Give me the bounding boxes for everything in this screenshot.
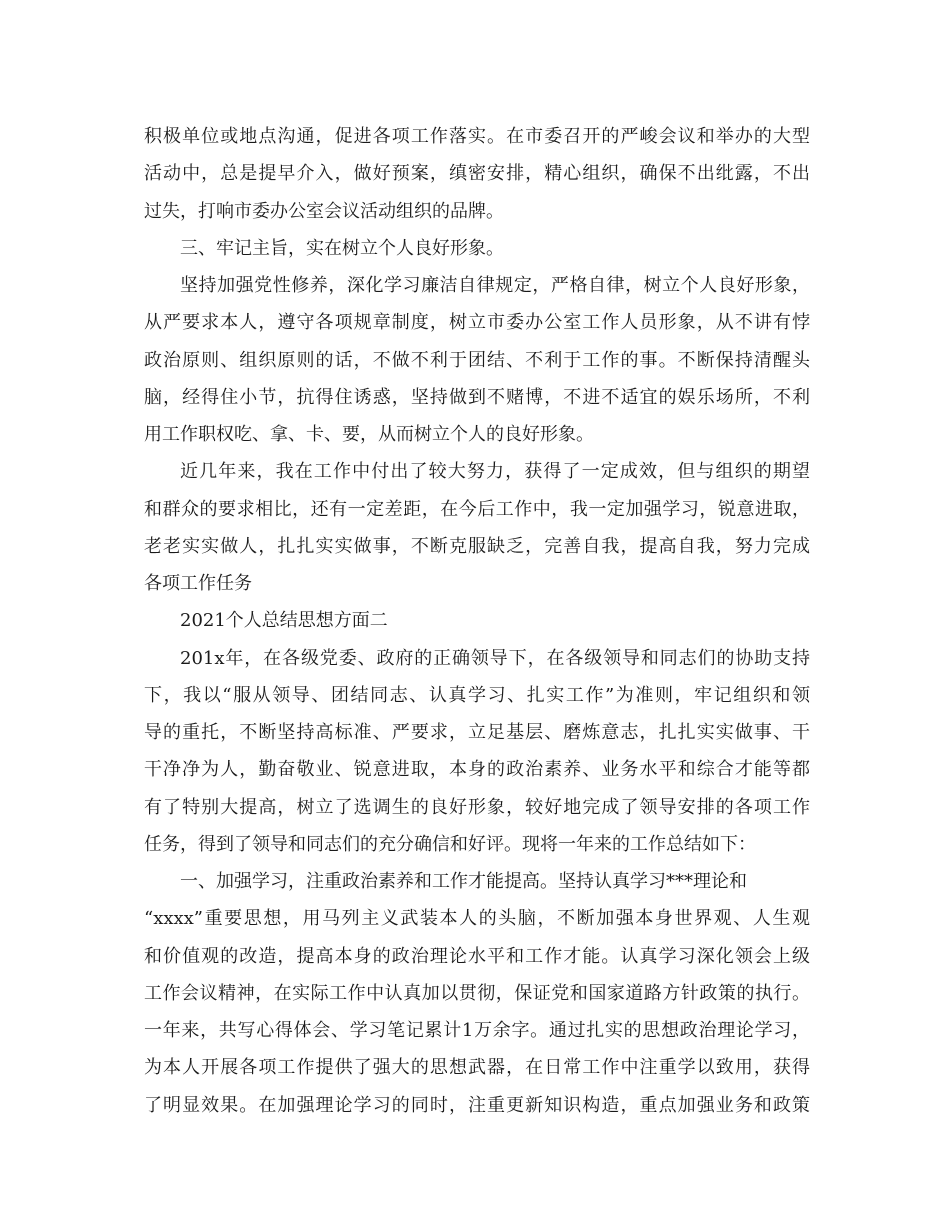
text-line: 为本人开展各项工作提供了强大的思想武器，在日常工作中注重学以致用，获得 [144,1057,810,1079]
text-line: “xxxx”重要思想，用马列主义武装本人的头脑，不断加强本身世界观、人生观 [144,908,810,930]
text-line: 和价值观的改造，提高本身的政治理论水平和工作才能。认真学习深化领会上级 [144,945,810,967]
text-line: 三、牢记主旨，实在树立个人良好形象。 [180,237,504,259]
text-line: 干净净为人，勤奋敬业、锐意进取，本身的政治素养、业务水平和综合才能等都 [144,759,810,781]
text-line: 201x年，在各级党委、政府的正确领导下，在各级领导和同志们的协助支持 [180,647,810,669]
text-line: 老老实实做人，扎扎实实做事，不断克服缺乏，完善自我，提高自我，努力完成 [144,535,810,557]
text-line: 用工作职权吃、拿、卡、要，从而树立个人的良好形象。 [144,424,594,445]
text-line: 脑，经得住小节，抗得住诱惑，坚持做到不赌博，不进不适宜的娱乐场所，不利 [144,386,810,408]
text-line: 一、加强学习，注重政治素养和工作才能提高。坚持认真学习***理论和 [180,871,747,892]
text-line: 坚持加强党性修养，深化学习廉洁自律规定，严格自律，树立个人良好形象， [180,275,810,296]
text-line: 有了特别大提高，树立了选调生的良好形象，较好地完成了领导安排的各项工作 [144,796,810,818]
text-line: 了明显效果。在加强理论学习的同时，注重更新知识构造，重点加强业务和政策 [144,1094,810,1116]
text-line: 积极单位或地点沟通，促进各项工作落实。在市委召开的严峻会议和举办的大型 [144,126,810,147]
text-line: 导的重托，不断坚持高标准、严要求，立足基层、磨炼意志，扎扎实实做事、干 [144,722,810,743]
text-line: 近几年来，我在工作中付出了较大努力，获得了一定成效，但与组织的期望 [180,461,810,483]
text-line: 政治原则、组织原则的话，不做不利于团结、不利于工作的事。不断保持清醒头 [144,349,810,371]
text-line: 任务，得到了领导和同志们的充分确信和好评。现将一年来的工作总结如下： [144,833,756,855]
text-line: 过失，打响市委办公室会议活动组织的品牌。 [144,200,504,222]
text-line: 活动中，总是提早介入，做好预案，缜密安排，精心组织，确保不出纰露，不出 [144,163,810,185]
text-line: 2021个人总结思想方面二 [180,610,388,632]
text-line: 下，我以“服从领导、团结同志、认真学习、扎实工作”为准则，牢记组织和领 [144,684,810,706]
text-line: 一年来，共写心得体会、学习笔记累计1万余字。通过扎实的思想政治理论学习， [144,1020,810,1041]
document-body [144,118,810,1124]
text-line: 和群众的要求相比，还有一定差距，在今后工作中，我一定加强学习，锐意进取， [144,498,810,520]
text-line: 各项工作任务 [144,573,252,594]
text-line: 工作会议精神，在实际工作中认真加以贯彻，保证党和国家道路方针政策的执行。 [144,982,810,1004]
text-line: 从严要求本人，遵守各项规章制度，树立市委办公室工作人员形象，从不讲有悖 [144,312,810,334]
